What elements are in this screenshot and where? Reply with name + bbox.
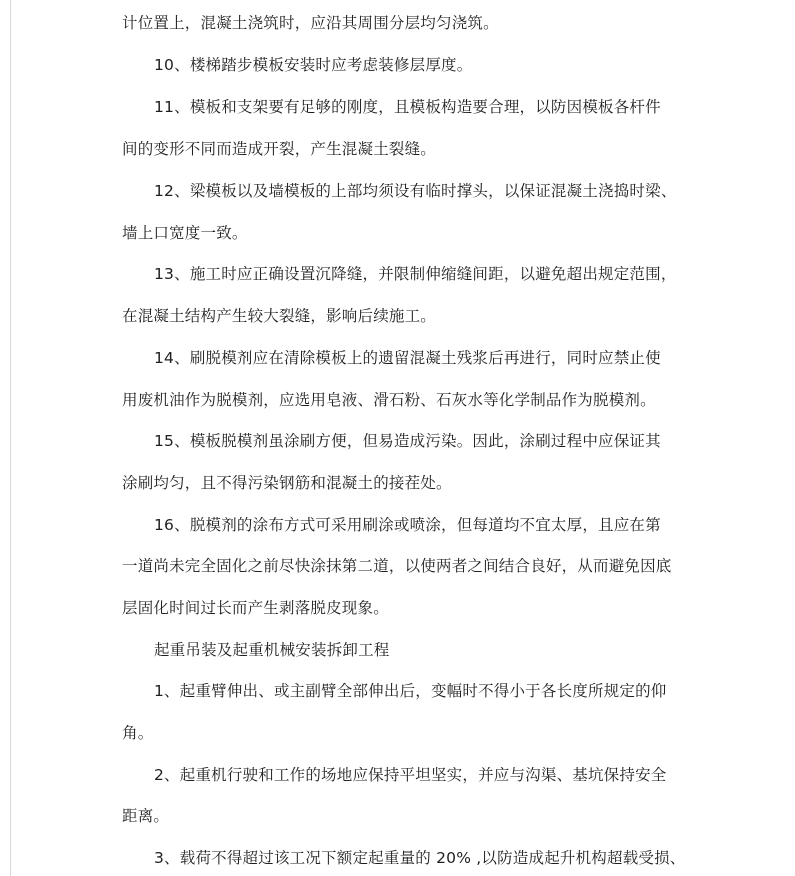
section-heading: 起重吊装及起重机械安装拆卸工程 xyxy=(154,641,390,659)
text-line: 距离。 xyxy=(122,807,170,825)
text-line: 2、起重机行驶和工作的场地应保持平坦坚实，并应与沟渠、基坑保持安全 xyxy=(154,766,667,784)
text-line: 角。 xyxy=(122,724,154,742)
text-line: 计位置上，混凝土浇筑时，应沿其周围分层均匀浇筑。 xyxy=(122,14,499,32)
text-line: 3、载荷不得超过该工况下额定起重量的 20% ,以防造成起升机构超载受损、 xyxy=(154,849,686,867)
text-line: 涂刷均匀，且不得污染钢筋和混凝土的接茬处。 xyxy=(122,474,452,492)
text-line: 用废机油作为脱模剂，应选用皂液、滑石粉、石灰水等化学制品作为脱模剂。 xyxy=(122,391,656,409)
text-line: 10、楼梯踏步模板安装时应考虑装修层厚度。 xyxy=(154,56,473,74)
text-line: 12、梁模板以及墙模板的上部均须设有临时撑头，以保证混凝土浇捣时梁、 xyxy=(154,182,677,200)
text-line: 15、模板脱模剂虽涂刷方便，但易造成污染。因此，涂刷过程中应保证其 xyxy=(154,432,661,450)
text-line: 墙上口宽度一致。 xyxy=(122,224,248,242)
page-edge-divider xyxy=(10,0,11,876)
text-line: 在混凝土结构产生较大裂缝，影响后续施工。 xyxy=(122,307,437,325)
text-line: 间的变形不同而造成开裂，产生混凝土裂缝。 xyxy=(122,140,437,158)
text-line: 1、起重臂伸出、或主副臂全部伸出后，变幅时不得小于各长度所规定的仰 xyxy=(154,682,667,700)
text-line: 13、施工时应正确设置沉降缝，并限制伸缩缝间距，以避免超出规定范围， xyxy=(154,265,677,283)
text-line: 一道尚未完全固化之前尽快涂抹第二道，以使两者之间结合良好，从而避免因底 xyxy=(122,557,672,575)
text-line: 层固化时间过长而产生剥落脱皮现象。 xyxy=(122,599,389,617)
text-line: 11、模板和支架要有足够的刚度，且模板构造要合理，以防因模板各杆件 xyxy=(154,98,661,116)
text-line: 14、刷脱模剂应在清除模板上的遗留混凝土残浆后再进行，同时应禁止使 xyxy=(154,349,661,367)
text-line: 16、脱模剂的涂布方式可采用刷涂或喷涂，但每道均不宜太厚，且应在第 xyxy=(154,516,661,534)
